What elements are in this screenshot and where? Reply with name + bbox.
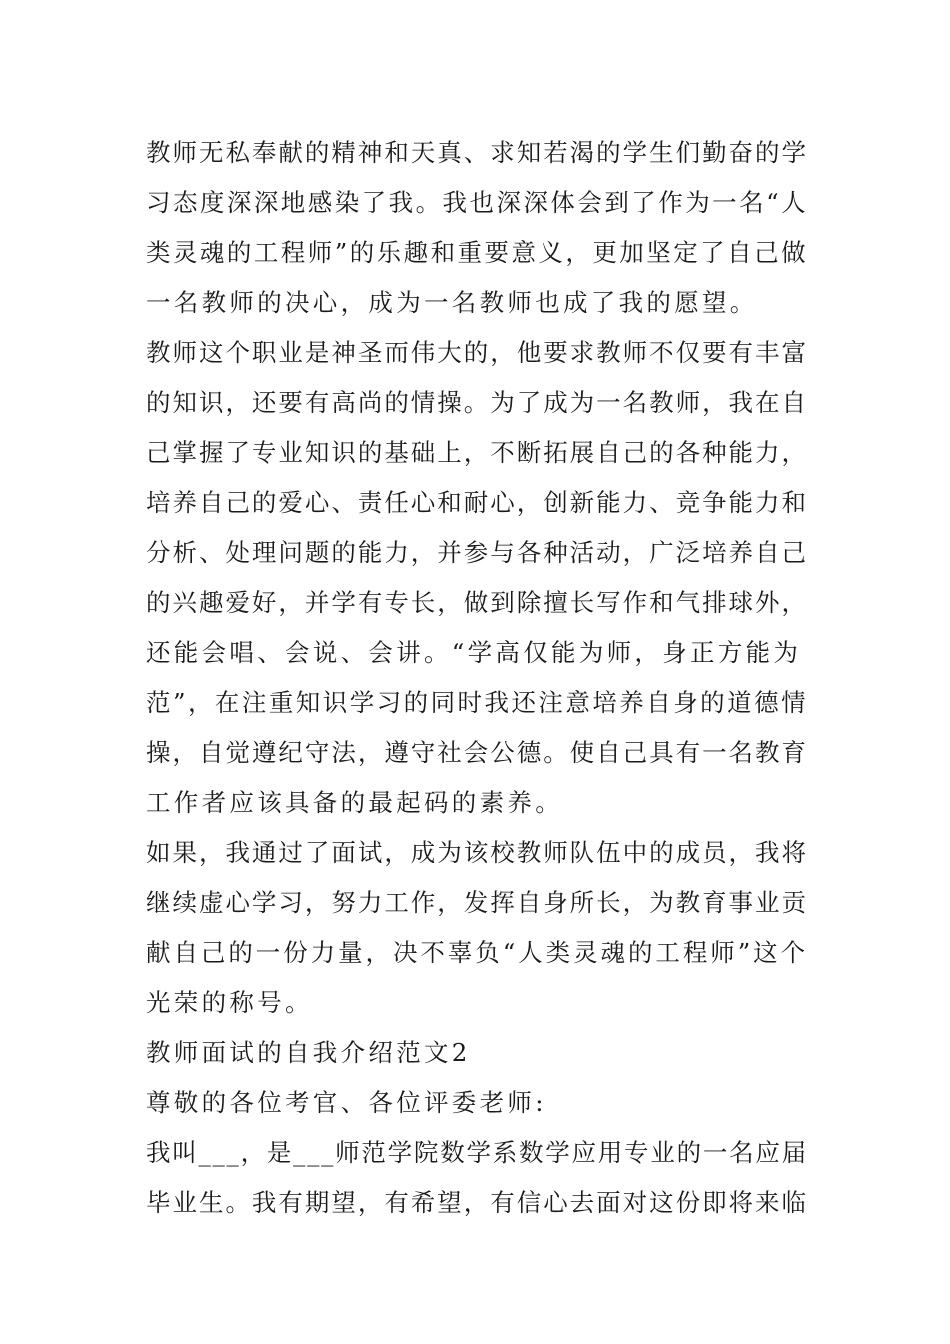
paragraph-3 <box>146 828 808 1028</box>
section-heading <box>146 1028 808 1078</box>
text-line: 己掌握了专业知识的基础上，不断拓展自己的各种能力， <box>146 438 808 467</box>
text-line: 习态度深深地感染了我。我也深深体会到了作为一名“人 <box>146 188 809 217</box>
text-line: 毕业生。我有期望，有希望，有信心去面对这份即将来临 <box>146 1188 808 1217</box>
heading-line: 教师面试的自我介绍范文2 <box>146 1038 471 1067</box>
text-line: 还能会唱、会说、会讲。“学高仅能为师，身正方能为 <box>146 638 802 667</box>
text-line: 教师这个职业是神圣而伟大的，他要求教师不仅要有丰富 <box>146 338 808 367</box>
text-line: 一名教师的决心，成为一名教师也成了我的愿望。 <box>146 288 758 317</box>
text-line: 如果，我通过了面试，成为该校教师队伍中的成员，我将 <box>146 838 808 867</box>
text-line: 我叫___，是___师范学院数学系数学应用专业的一名应届 <box>146 1138 808 1167</box>
text-line: 范”，在注重知识学习的同时我还注意培养自身的道德情 <box>146 688 809 717</box>
text-line: 的知识，还要有高尚的情操。为了成为一名教师，我在自 <box>146 388 808 417</box>
text-line: 类灵魂的工程师”的乐趣和重要意义，更加坚定了自己做 <box>146 238 809 267</box>
text-line: 培养自己的爱心、责任心和耐心，创新能力、竞争能力和 <box>146 488 808 517</box>
paragraph-1 <box>146 128 808 328</box>
paragraph-intro <box>146 1128 808 1228</box>
text-line: 的兴趣爱好，并学有专长，做到除擅长写作和气排球外， <box>146 588 808 617</box>
text-line: 操，自觉遵纪守法，遵守社会公德。使自己具有一名教育 <box>146 738 808 767</box>
text-line: 工作者应该具备的最起码的素养。 <box>146 788 563 817</box>
text-line: 光荣的称号。 <box>146 988 313 1017</box>
text-line: 教师无私奉献的精神和天真、求知若渴的学生们勤奋的学 <box>146 138 808 167</box>
text-line: 分析、处理问题的能力，并参与各种活动，广泛培养自己 <box>146 538 808 567</box>
salutation <box>146 1078 808 1128</box>
text-line: 献自己的一份力量，决不辜负“人类灵魂的工程师”这个 <box>146 938 809 967</box>
text-line: 尊敬的各位考官、各位评委老师: <box>146 1088 547 1117</box>
document-page <box>146 128 808 1228</box>
text-line: 继续虚心学习，努力工作，发挥自身所长，为教育事业贡 <box>146 888 808 917</box>
paragraph-2 <box>146 328 808 828</box>
